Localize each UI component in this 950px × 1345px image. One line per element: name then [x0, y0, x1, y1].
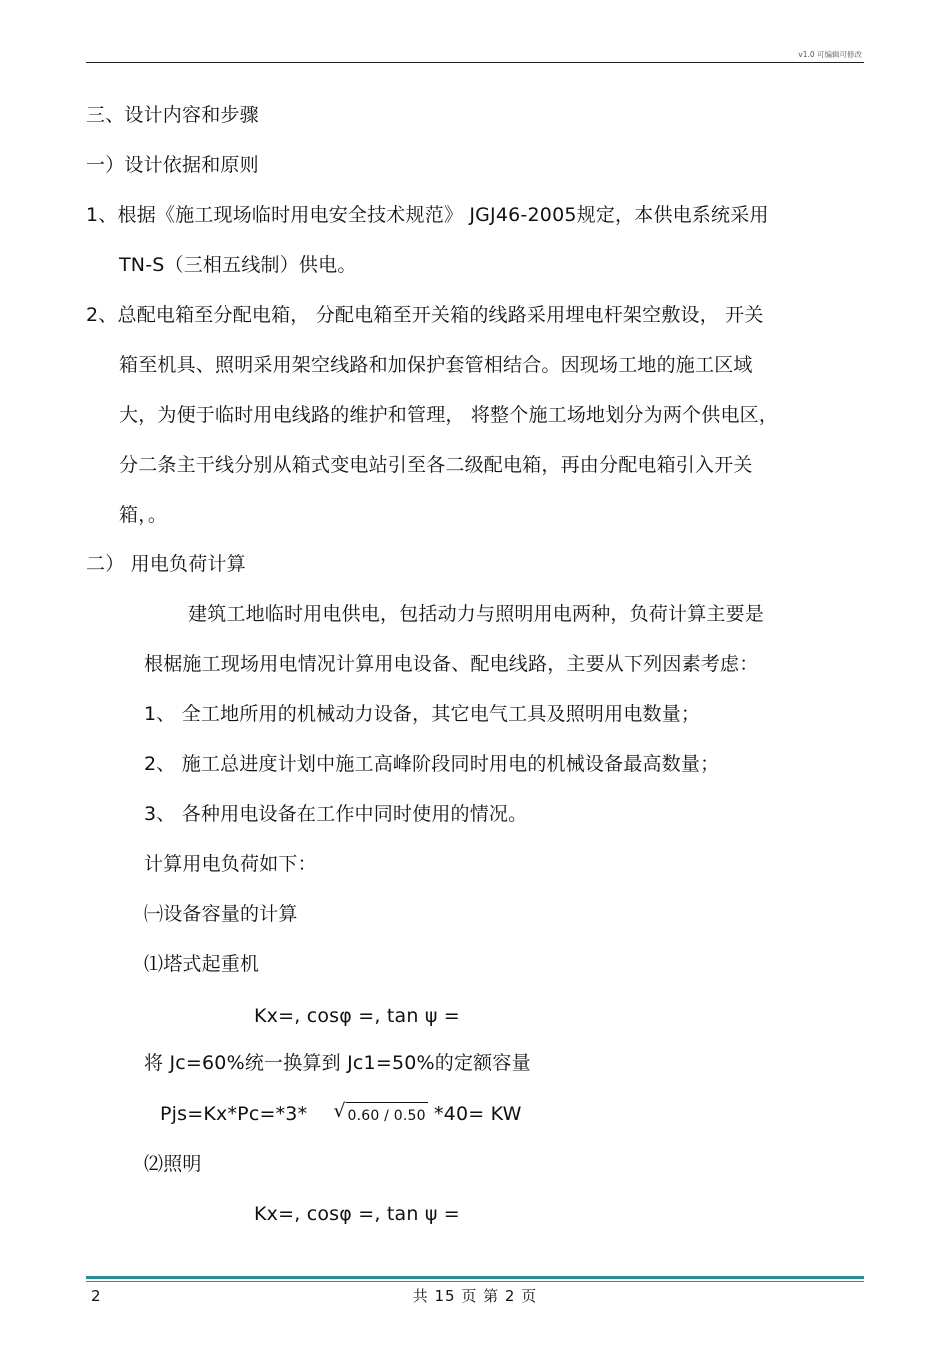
section-heading: 三、设计内容和步骤 [86, 104, 259, 126]
paragraph-line: 建筑工地临时用电供电，包括动力与照明用电两种，负荷计算主要是 [188, 603, 765, 625]
paragraph-line: 箱至机具、照明采用架空线路和加保护套管相结合。因现场工地的施工区域 [119, 354, 753, 376]
coefficient-line: Kx=, cosφ =, tan ψ = [254, 1005, 460, 1027]
sqrt-expression [334, 1101, 428, 1129]
formula-line [160, 1101, 522, 1129]
list-item: 1、 全工地所用的机械动力设备，其它电气工具及照明用电数量； [144, 703, 701, 725]
footer-page-info: 共 15 页 第 2 页 [412, 1287, 538, 1305]
list-item: 2、 施工总进度计划中施工高峰阶段同时用电的机械设备最高数量； [144, 753, 720, 775]
footer-rule-thick [86, 1276, 864, 1279]
footer-rule-thin [86, 1281, 864, 1282]
sqrt-symbol: √ [333, 1100, 346, 1122]
header-version-note: v1.0 可编辑可修改 [798, 50, 862, 59]
paragraph-line: 2、总配电箱至分配电箱， 分配电箱至开关箱的线路采用埋电杆架空敷设， 开关 [86, 304, 764, 326]
item-heading: ⑴塔式起重机 [144, 953, 260, 975]
sqrt-radicand: 0.60 / 0.50 [346, 1102, 428, 1129]
coefficient-line: Kx=, cosφ =, tan ψ = [254, 1203, 460, 1225]
header-rule [86, 62, 864, 63]
paragraph-line: 分二条主干线分别从箱式变电站引至各二级配电箱，再由分配电箱引入开关 [119, 454, 753, 476]
paragraph-line: 1、根据《施工现场临时用电安全技术规范》 JGJ46-2005规定，本供电系统采用 [86, 204, 769, 226]
item-heading: ⑵照明 [144, 1153, 202, 1175]
formula-suffix: *40= KW [433, 1103, 522, 1125]
paragraph-line: 大，为便于临时用电线路的维护和管理， 将整个施工场地划分为两个供电区， [119, 404, 779, 426]
paragraph-line: 计算用电负荷如下： [144, 853, 317, 875]
list-item: 3、 各种用电设备在工作中同时使用的情况。 [144, 803, 528, 825]
paragraph-line: 根椐施工现场用电情况计算用电设备、配电线路，主要从下列因素考虑： [144, 653, 759, 675]
footer-page-number: 2 [91, 1287, 101, 1305]
item-heading: ㈠设备容量的计算 [144, 903, 298, 925]
formula-prefix: Pjs=Kx*Pc=*3* [160, 1103, 308, 1125]
subsection-heading: 二） 用电负荷计算 [86, 553, 246, 575]
subsection-heading: 一）设计依据和原则 [86, 154, 259, 176]
paragraph-line: 将 Jc=60%统一换算到 Jc1=50%的定额容量 [144, 1052, 531, 1074]
paragraph-line: 箱，。 [119, 504, 168, 526]
paragraph-line: TN-S（三相五线制）供电。 [119, 254, 357, 276]
